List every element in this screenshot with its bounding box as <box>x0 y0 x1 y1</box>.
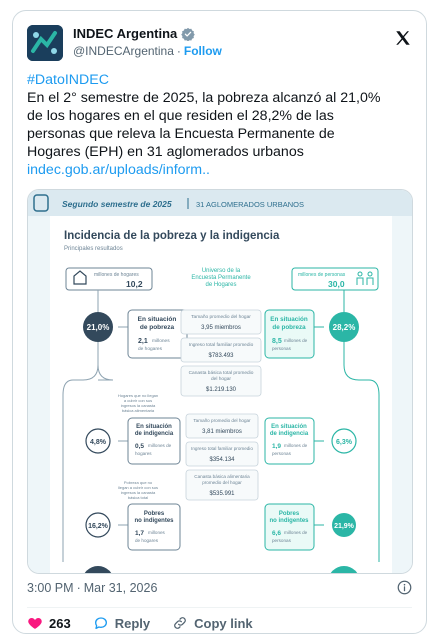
nopobre-note-4: básica total <box>127 495 149 500</box>
universe-line-3: de Hogares <box>205 282 237 288</box>
nopobre-hogares-title-2: no indigentes <box>134 518 174 524</box>
cba-value: $535.991 <box>209 491 235 497</box>
nopobre-hogares-title-1: Pobres <box>143 511 165 517</box>
tweet-line-2: de los hogares en el que residen el 28,2% de las <box>27 108 334 124</box>
indig-note-4: básica alimentaria <box>121 408 155 413</box>
tweet-card[interactable] <box>12 10 427 634</box>
pct-personas-nopobre: 21,9% <box>334 523 354 530</box>
verified-badge-icon <box>181 27 195 41</box>
pobreza-personas-title-2: de pobreza <box>272 324 306 331</box>
copy-link-label: Copy link <box>194 615 253 631</box>
nopobre-personas-title-2: no indigentes <box>269 518 309 524</box>
indig-personas-title-1: En situación <box>271 424 307 430</box>
indig-personas-value: 1,9 <box>272 443 282 450</box>
ing-label: Ingreso total familiar promedio <box>188 343 254 348</box>
nopobre-personas-unit-1: millones de <box>284 530 308 535</box>
pobreza-personas-value: 8,5 <box>272 338 282 345</box>
nopobre-hogares-unit-2: de hogares <box>135 538 158 543</box>
name-row <box>73 26 195 41</box>
pobreza-hogares-title-2: de pobreza <box>139 324 175 331</box>
personas-label: millones de personas <box>298 272 346 278</box>
indig-hogares-unit-2: hogares <box>135 451 152 456</box>
infographic-title: Incidencia de la pobreza y la indigencia <box>64 230 280 242</box>
handle-row <box>73 44 222 58</box>
tweet-date[interactable]: Mar 31, 2026 <box>83 581 158 595</box>
pobreza-hogares-title-1: En situación <box>137 316 177 323</box>
meta-separator: · <box>76 581 81 595</box>
infographic <box>28 190 413 574</box>
infographic-subtitle: Principales resultados <box>64 246 123 252</box>
cbt-label-1: Canasta básica total promedio <box>188 371 254 376</box>
indig-note-2: a cubrir con sus <box>123 398 153 403</box>
like-count: 263 <box>49 615 71 631</box>
tam-value: 3,95 miembros <box>201 325 241 331</box>
link-icon <box>172 615 188 631</box>
nopobre-hogares-unit-1: millones <box>148 530 165 535</box>
cba-label-1: Canasta básica alimentaria <box>194 474 250 479</box>
cbt-label-2: del hogar <box>210 377 232 382</box>
indig-personas-title-2: de indigencia <box>269 431 309 437</box>
pct-personas-indig: 6,3% <box>336 439 352 446</box>
tweet-time[interactable]: 3:00 PM <box>27 581 74 595</box>
report-link[interactable]: indec.gob.ar/uploads/inform.. <box>27 162 210 178</box>
pct-hogares-indig: 4,8% <box>90 439 106 446</box>
reply-button[interactable] <box>93 615 150 631</box>
copy-link-button[interactable] <box>172 615 253 631</box>
hashtag-link[interactable]: #DatoINDEC <box>27 72 110 88</box>
reply-icon <box>93 615 109 631</box>
pct-hogares-pobreza: 21,0% <box>86 323 110 332</box>
nopobre-personas-value: 6,6 <box>272 530 282 537</box>
tweet-header <box>27 25 412 65</box>
pobreza-hogares-value: 2,1 <box>138 338 148 345</box>
tweet-meta <box>27 581 157 595</box>
indig-note-1: Hogares que no llegan <box>117 393 159 398</box>
avatar[interactable] <box>27 25 63 61</box>
indig-personas-unit-2: personas <box>272 451 291 456</box>
display-name[interactable]: INDEC Argentina <box>73 26 178 41</box>
nopobre-personas-unit-2: personas <box>272 538 291 543</box>
handle-separator: · <box>176 44 181 58</box>
pobreza-personas-title-1: En situación <box>270 316 308 323</box>
indig-hogares-title-1: En situación <box>136 424 172 430</box>
follow-button[interactable]: Follow <box>183 44 222 58</box>
indig-hogares-title-2: de indigencia <box>134 431 174 437</box>
universe-line-1: Universo de la <box>201 268 241 274</box>
tam2-value: 3,81 miembros <box>202 429 242 435</box>
pobreza-personas-unit-2: personas <box>272 346 291 351</box>
tweet-text <box>27 71 417 179</box>
pct-personas-pobreza: 28,2% <box>332 323 356 332</box>
tweet-actions <box>27 615 253 631</box>
divider <box>27 607 412 608</box>
hogares-label: millones de hogares <box>94 272 139 278</box>
tweet-line-1: En el 2° semestre de 2025, la pobreza alcanzó al 21,0% <box>27 90 381 106</box>
nopobre-note-2: llegan a cubrir con sus <box>117 485 159 490</box>
banner-right: 31 AGLOMERADOS URBANOS <box>196 200 304 209</box>
indig-note-3: ingresos la canasta <box>120 403 156 408</box>
ing2-value: $354.134 <box>209 457 235 463</box>
ing-value: $783.493 <box>208 353 234 359</box>
tam-label: Tamaño promedio del hogar <box>191 315 251 320</box>
nopobre-personas-title-1: Pobres <box>278 511 300 517</box>
reply-label: Reply <box>114 615 151 631</box>
tweet-line-4: Hogares (EPH) en 31 aglomerados urbanos <box>27 144 304 160</box>
info-icon[interactable] <box>397 580 412 595</box>
tam2-label: Tamaño promedio del hogar <box>193 418 251 423</box>
banner-left: Segundo semestre de 2025 <box>62 199 172 209</box>
handle[interactable]: @INDECArgentina <box>73 44 174 58</box>
heart-icon <box>27 615 43 631</box>
pct-hogares-nopobre: 16,2% <box>88 523 108 530</box>
pobreza-personas-unit-1: millones de <box>284 338 308 343</box>
infographic-image[interactable] <box>27 189 413 574</box>
nopobre-hogares-value: 1,7 <box>135 530 145 537</box>
cba-label-2: promedio del hogar <box>202 480 242 485</box>
nopobre-note-1: Pobreza que no <box>123 480 153 485</box>
ing2-label: Ingreso total familiar promedio <box>191 446 253 451</box>
universe-line-2: Encuesta Permanente <box>191 275 251 281</box>
x-logo-icon[interactable] <box>394 29 412 47</box>
indig-hogares-value: 0,5 <box>135 443 145 450</box>
pobreza-hogares-unit-2: de hogares <box>138 347 163 352</box>
indig-hogares-unit-1: millones de <box>148 443 172 448</box>
pobreza-hogares-unit-1: millones <box>152 339 170 344</box>
like-button[interactable] <box>27 615 71 631</box>
cbt-value: $1.219.130 <box>205 387 237 393</box>
tweet-line-3: personas que releva la Encuesta Permanente de <box>27 126 335 142</box>
hogares-value: 10,2 <box>126 279 143 289</box>
personas-value: 30,0 <box>328 279 345 289</box>
indig-personas-unit-1: millones de <box>284 443 308 448</box>
nopobre-note-3: ingresos la canasta <box>120 490 156 495</box>
